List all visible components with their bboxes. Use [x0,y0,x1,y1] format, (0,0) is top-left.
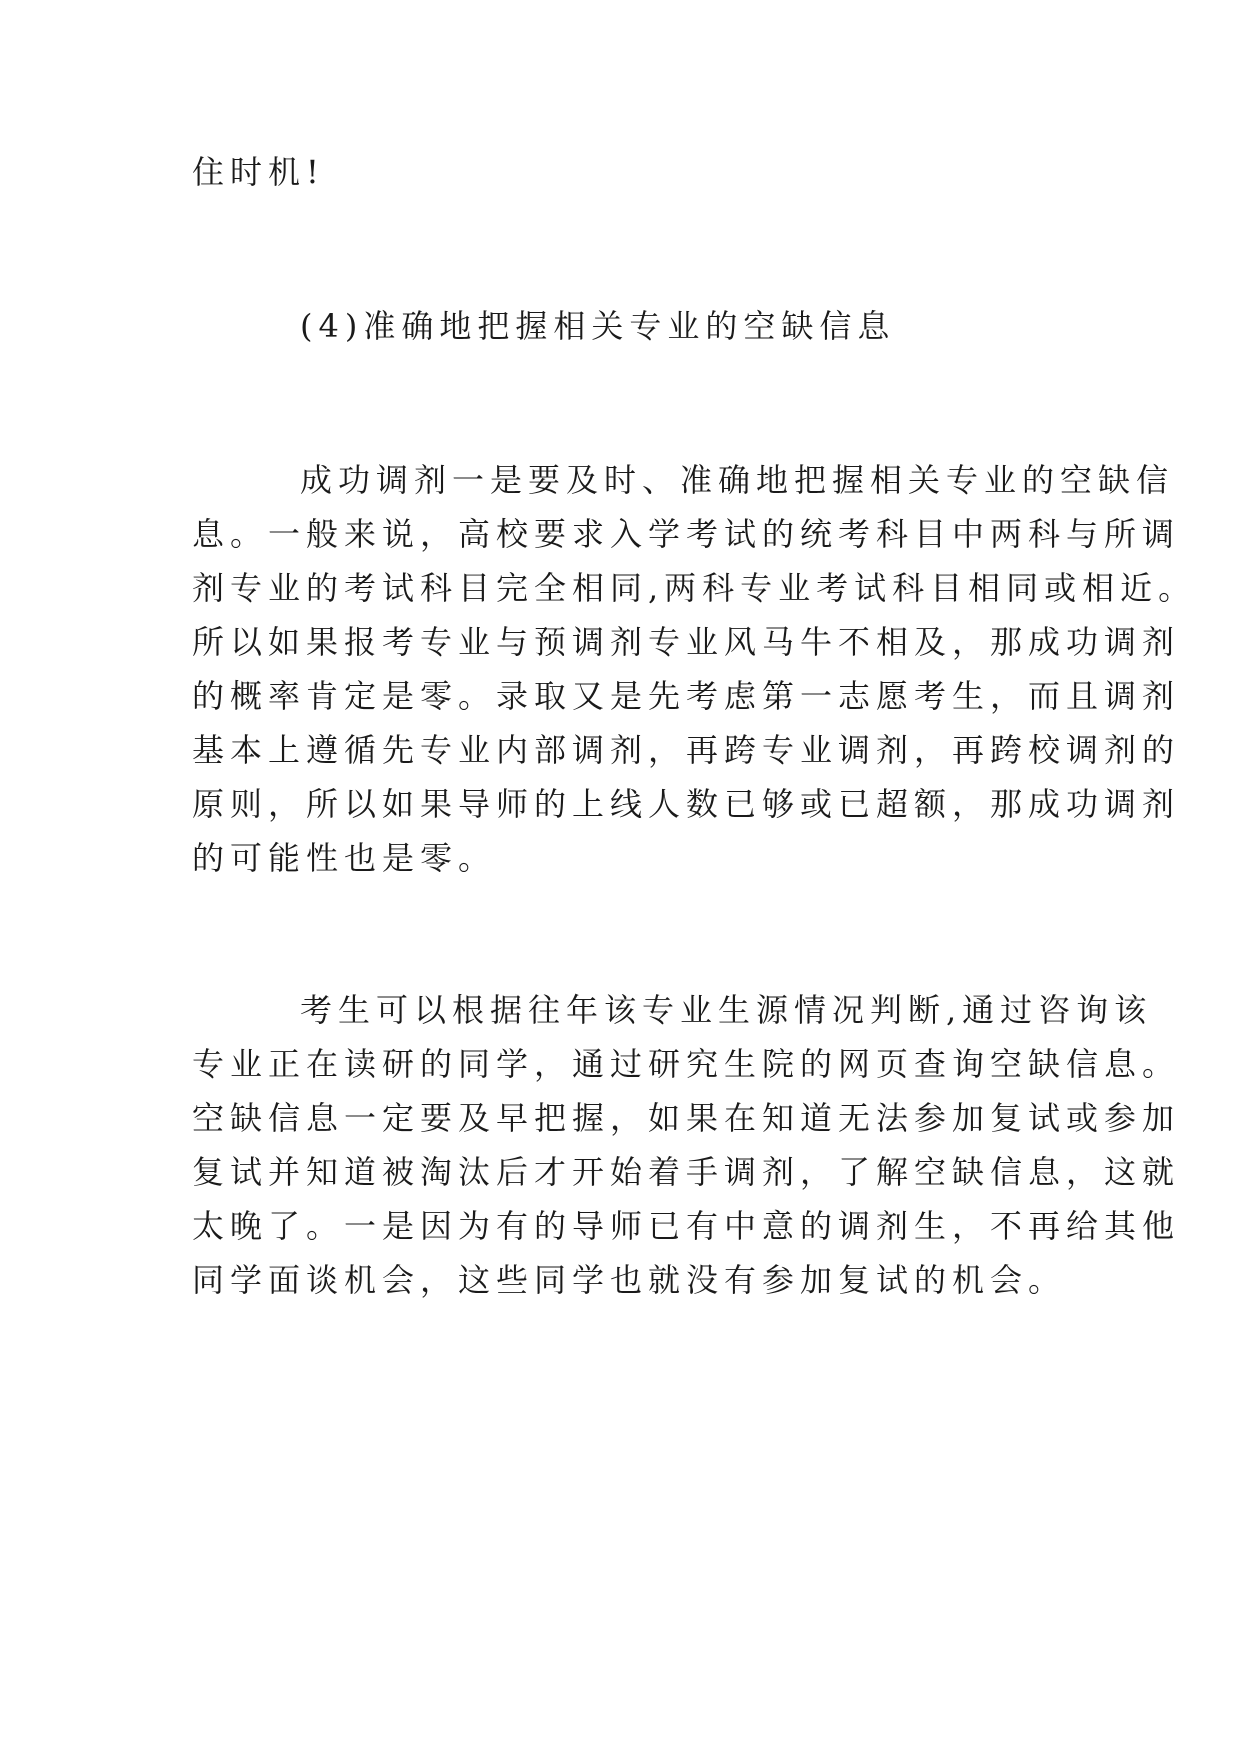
paragraph-line: 所以如果报考专业与预调剂专业风马牛不相及，那成功调剂 [192,623,1181,661]
paragraph-line: 空缺信息一定要及早把握，如果在知道无法参加复试或参加 [192,1099,1181,1137]
paragraph-line: 专业正在读研的同学，通过研究生院的网页查询空缺信息。 [192,1045,1181,1083]
paragraph-line: 原则，所以如果导师的上线人数已够或已超额，那成功调剂 [192,785,1181,823]
paragraph-line: 太晚了。一是因为有的导师已有中意的调剂生，不再给其他 [192,1207,1181,1245]
paragraph-line: 息。一般来说，高校要求入学考试的统考科目中两科与所调 [192,515,1181,553]
paragraph-line: 基本上遵循先专业内部调剂，再跨专业调剂，再跨校调剂的 [192,731,1181,769]
section-heading: (4)准确地把握相关专业的空缺信息 [300,307,896,345]
paragraph-line: 成功调剂一是要及时、准确地把握相关专业的空缺信 [300,461,1175,499]
paragraph-line: 的可能性也是零。 [192,839,497,877]
paragraph-line: 剂专业的考试科目完全相同,两科专业考试科目相同或相近。 [192,569,1197,607]
paragraph-line: 复试并知道被淘汰后才开始着手调剂，了解空缺信息，这就 [192,1153,1181,1191]
intro-tail-line: 住时机! [192,153,325,191]
paragraph-line: 的概率肯定是零。录取又是先考虑第一志愿考生，而且调剂 [192,677,1181,715]
paragraph-line: 考生可以根据往年该专业生源情况判断,通过咨询该 [300,991,1153,1029]
paragraph-line: 同学面谈机会，这些同学也就没有参加复试的机会。 [192,1261,1067,1299]
